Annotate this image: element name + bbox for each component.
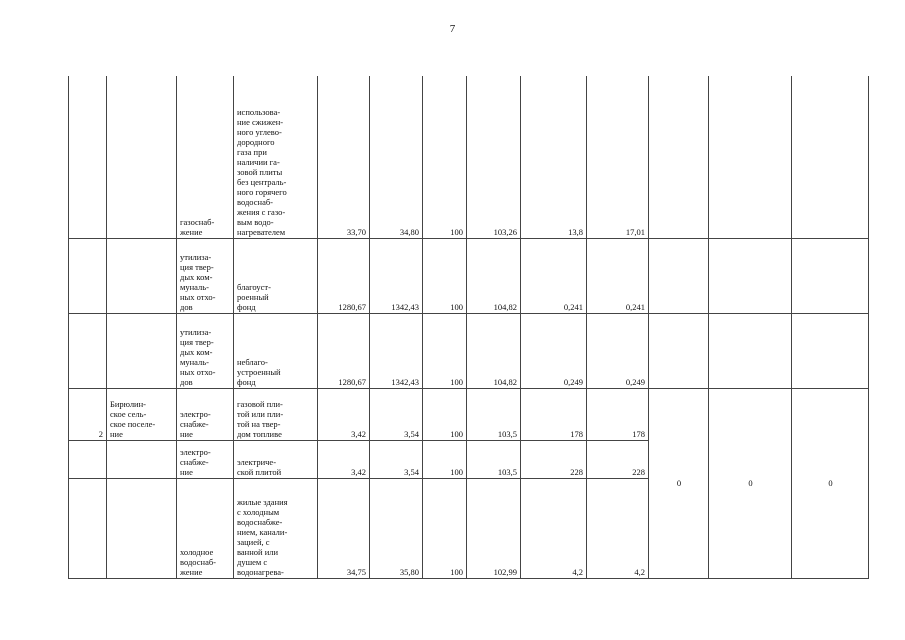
cell-value: 100 (423, 440, 467, 478)
cell-value: 103,26 (467, 76, 521, 238)
cell-value: 178 (587, 388, 649, 440)
page-number: 7 (449, 23, 456, 35)
cell-value: 3,54 (370, 440, 423, 478)
cell-settlement (107, 76, 177, 238)
cell-number (69, 440, 107, 478)
cell-empty (792, 76, 869, 238)
cell-category: газовой пли- той или пли- той на твер- дом топливе (234, 388, 318, 440)
cell-value: 100 (423, 388, 467, 440)
cell-value: 35,80 (370, 478, 423, 578)
cell-empty (649, 238, 709, 313)
cell-value: 3,54 (370, 388, 423, 440)
cell-value: 178 (521, 388, 587, 440)
cell-value: 0,241 (521, 238, 587, 313)
cell-empty (709, 76, 792, 238)
cell-number (69, 313, 107, 388)
cell-settlement (107, 440, 177, 478)
cell-value: 4,2 (587, 478, 649, 578)
cell-settlement (107, 238, 177, 313)
cell-service: электро- снабже- ние (177, 388, 234, 440)
cell-number (69, 76, 107, 238)
cell-value: 0,249 (587, 313, 649, 388)
cell-value: 0,241 (587, 238, 649, 313)
cell-settlement (107, 313, 177, 388)
cell-value: 1342,43 (370, 313, 423, 388)
table-row (69, 76, 869, 238)
cell-number: 2 (69, 388, 107, 440)
merged-value-cell: 0 (709, 388, 792, 578)
cell-service: электро- снабже- ние (177, 440, 234, 478)
cell-number (69, 478, 107, 578)
cell-value: 100 (423, 238, 467, 313)
cell-value: 1342,43 (370, 238, 423, 313)
cell-value: 100 (423, 478, 467, 578)
cell-empty (649, 313, 709, 388)
cell-category: использова- ние сжижен- ного углево- дородного газа при наличии га- зовой плиты без централь- ного горячего водоснаб- жения с газо- вым водо- нагревателем (234, 76, 318, 238)
cell-value: 103,5 (467, 440, 521, 478)
cell-service: холодное водоснаб- жение (177, 478, 234, 578)
cell-value: 34,75 (318, 478, 370, 578)
cell-value: 103,5 (467, 388, 521, 440)
cell-value: 104,82 (467, 313, 521, 388)
cell-empty (709, 313, 792, 388)
cell-value: 102,99 (467, 478, 521, 578)
cell-value: 34,80 (370, 76, 423, 238)
cell-empty (649, 76, 709, 238)
cell-category: электриче- ской плитой (234, 440, 318, 478)
cell-value: 4,2 (521, 478, 587, 578)
cell-empty (792, 313, 869, 388)
cell-value: 17,01 (587, 76, 649, 238)
cell-category: неблаго- устроенный фонд (234, 313, 318, 388)
table-row (69, 388, 869, 440)
cell-settlement (107, 478, 177, 578)
cell-service: газоснаб- жение (177, 76, 234, 238)
cell-empty (792, 238, 869, 313)
cell-value: 3,42 (318, 388, 370, 440)
cell-empty (709, 238, 792, 313)
cell-value: 13,8 (521, 76, 587, 238)
cell-value: 228 (587, 440, 649, 478)
cell-value: 1280,67 (318, 238, 370, 313)
cell-value: 100 (423, 313, 467, 388)
cell-category: благоуст- роенный фонд (234, 238, 318, 313)
tariff-table (68, 76, 869, 579)
cell-service: утилиза- ция твер- дых ком- муналь- ных отхо- дов (177, 238, 234, 313)
cell-service: утилиза- ция твер- дых ком- муналь- ных отхо- дов (177, 313, 234, 388)
cell-value: 3,42 (318, 440, 370, 478)
cell-settlement: Бирюлин- ское сель- ское поселе- ние (107, 388, 177, 440)
cell-value: 104,82 (467, 238, 521, 313)
cell-value: 100 (423, 76, 467, 238)
cell-number (69, 238, 107, 313)
cell-value: 228 (521, 440, 587, 478)
merged-value-cell: 0 (792, 388, 869, 578)
cell-value: 33,70 (318, 76, 370, 238)
merged-value-cell: 0 (649, 388, 709, 578)
table-row (69, 313, 869, 388)
cell-category: жилые здания с холодным водоснабже- нием, канали- зацией, с ванной или душем с водонагрева- (234, 478, 318, 578)
cell-value: 0,249 (521, 313, 587, 388)
table-row (69, 238, 869, 313)
cell-value: 1280,67 (318, 313, 370, 388)
